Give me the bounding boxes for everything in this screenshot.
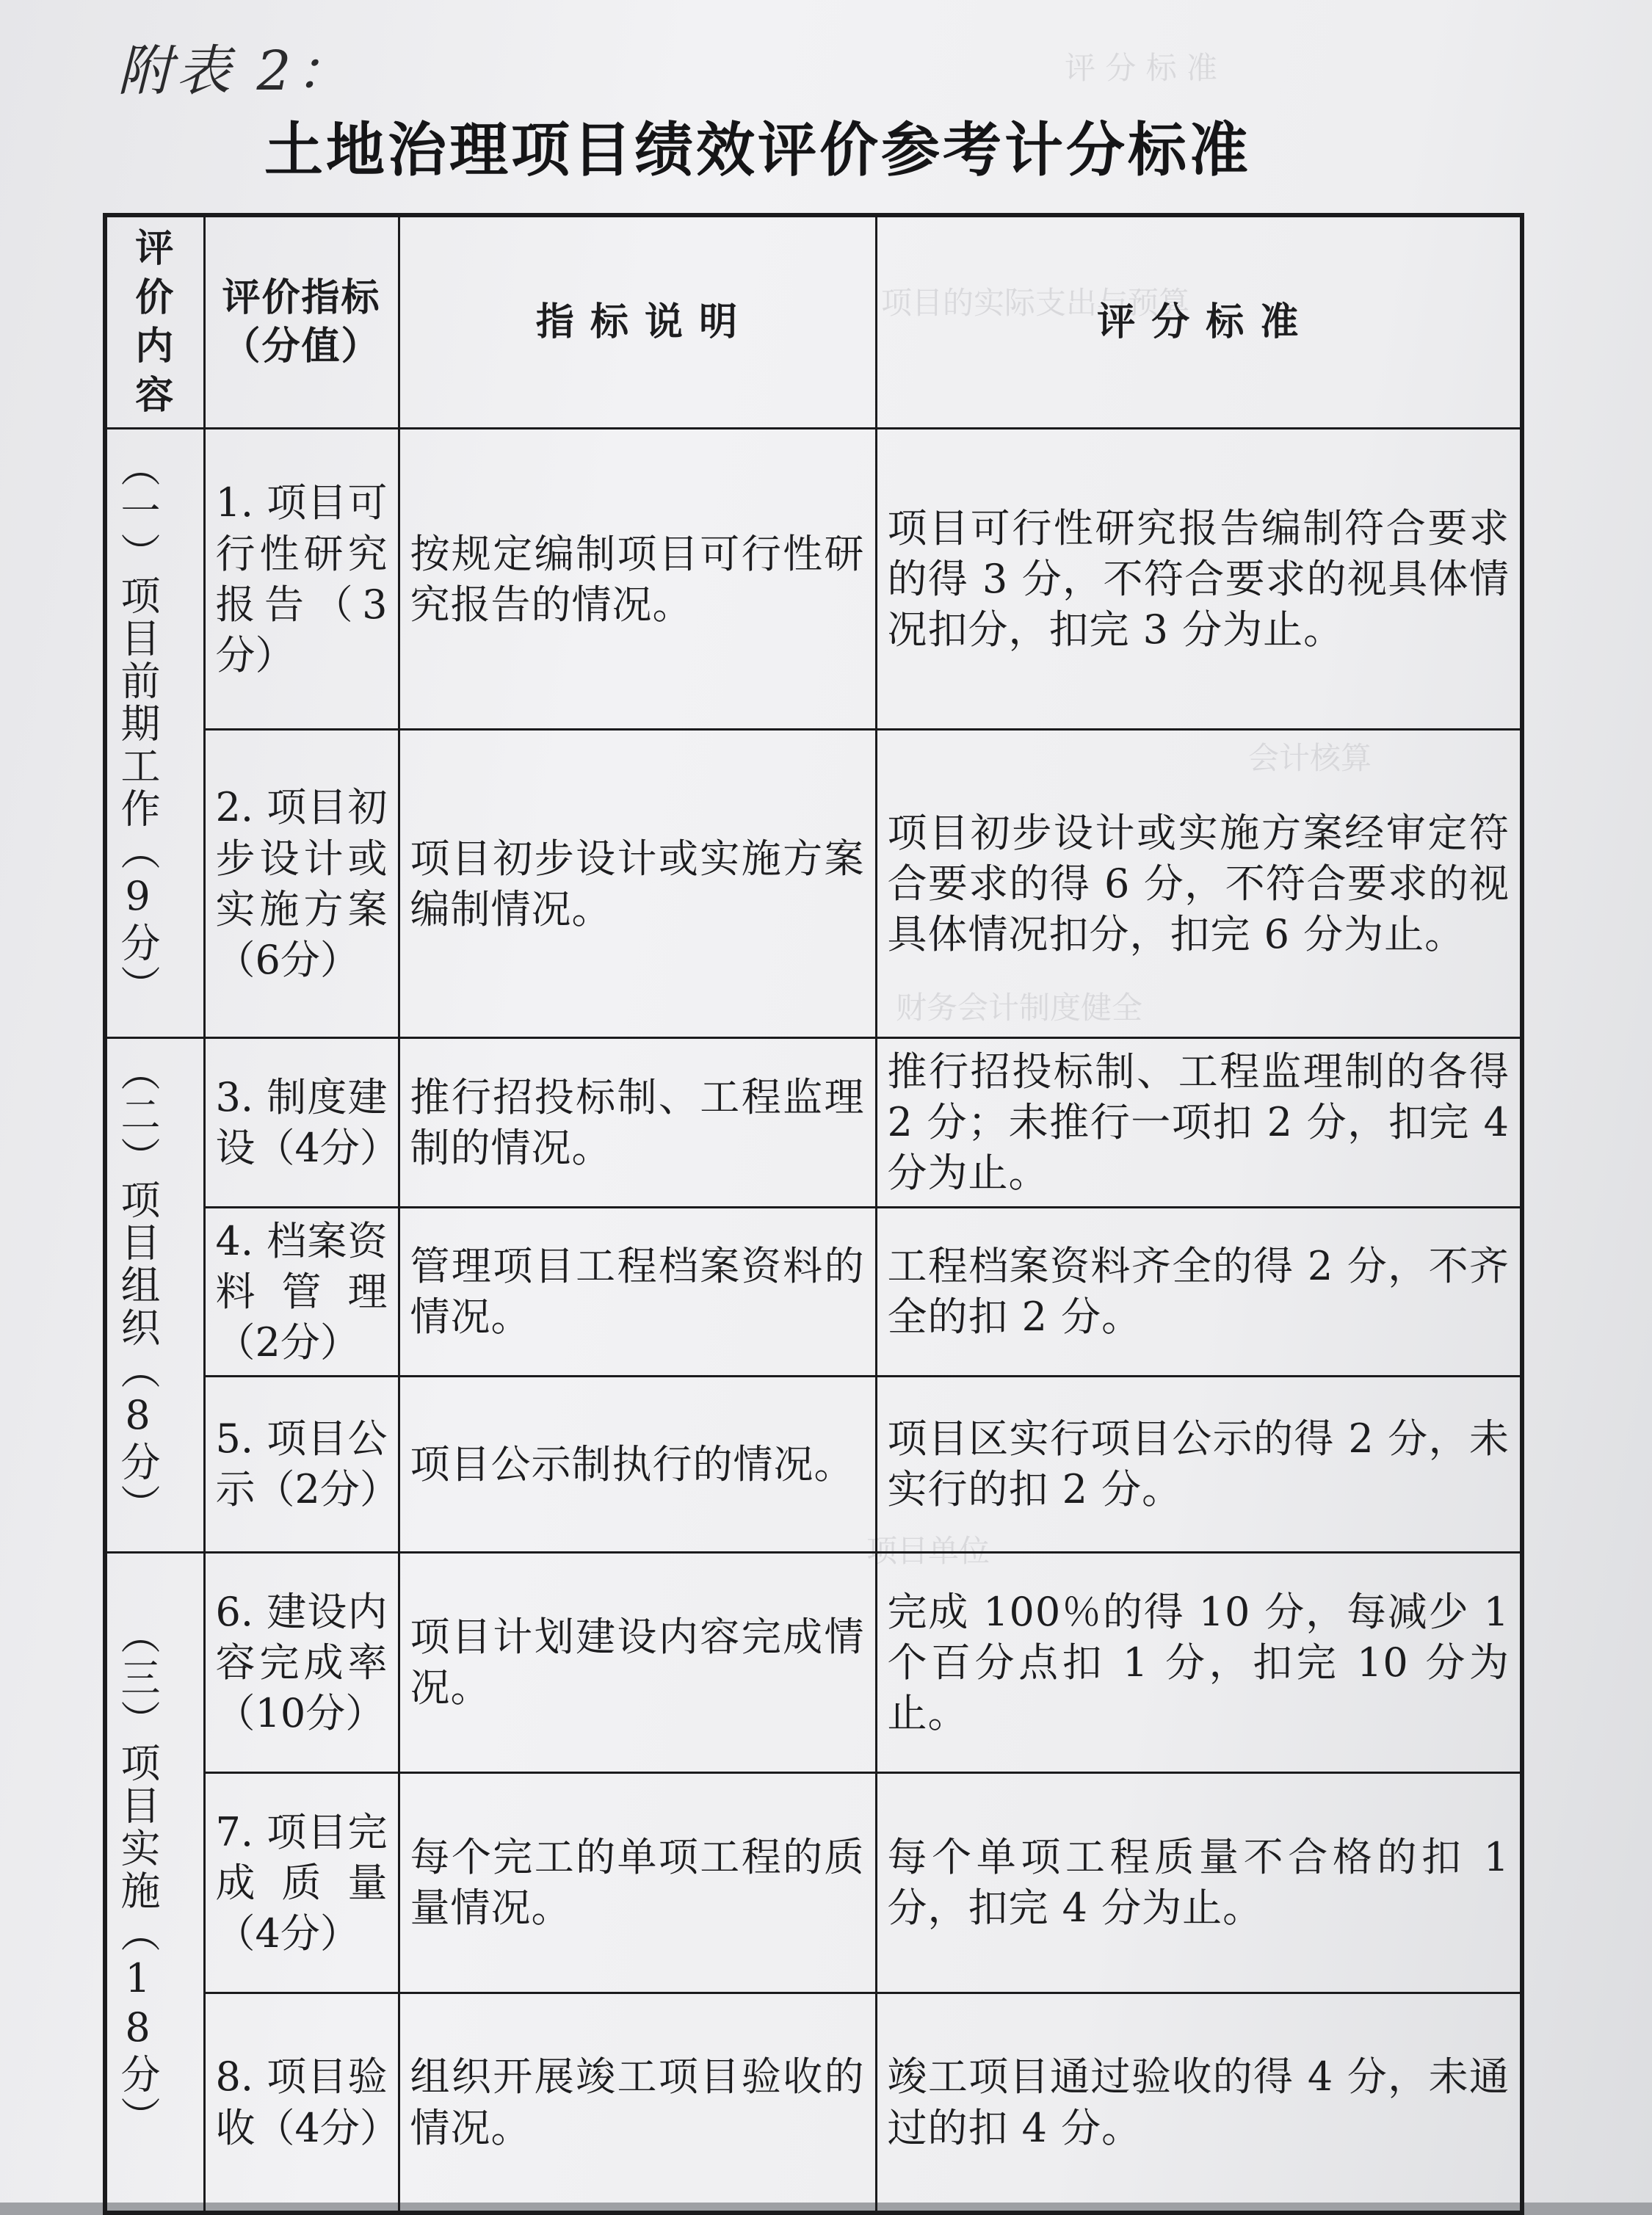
appendix-label: 附表 2： [117, 40, 355, 103]
table-row [105, 1038, 1522, 1207]
criteria-cell: 项目区实行项目公示的得 2 分，未实行的扣 2 分。 [876, 1376, 1522, 1552]
indicator-cell: 8. 项目验收（4分） [204, 1993, 399, 2213]
indicator-cell: 4. 档案资料管理（2分） [204, 1207, 399, 1376]
description-cell: 每个完工的单项工程的质量情况。 [399, 1772, 876, 1993]
criteria-cell: 项目可行性研究报告编制符合要求的得 3 分，不符合要求的视具体情况扣分，扣完 3 分为止。 [876, 429, 1522, 730]
header-scoring-criteria: 评 分 标 准 [876, 215, 1522, 429]
category-cell [105, 429, 204, 1038]
table-row [105, 1376, 1522, 1552]
indicator-cell: 5. 项目公示（2分） [204, 1376, 399, 1552]
criteria-cell: 项目初步设计或实施方案经审定符合要求的得 6 分，不符合要求的视具体情况扣分，扣完 6 分为止。 [876, 730, 1522, 1038]
header-evaluation-content: 评价内容 [105, 215, 204, 429]
table-row [105, 429, 1522, 730]
criteria-cell: 竣工项目通过验收的得 4 分，未通过的扣 4 分。 [876, 1993, 1522, 2213]
header-evaluation-indicator: 评价指标（分值） [204, 215, 399, 429]
category-cell [105, 1038, 204, 1553]
indicator-cell: 2. 项目初步设计或实施方案（6分） [204, 730, 399, 1038]
description-cell: 组织开展竣工项目验收的情况。 [399, 1993, 876, 2213]
category-cell [105, 1552, 204, 2213]
table-header-row [105, 215, 1522, 429]
description-cell: 项目公示制执行的情况。 [399, 1376, 876, 1552]
bleed-through-text: 会计核算 [1248, 740, 1372, 776]
indicator-cell: 3. 制度建设（4分） [204, 1038, 399, 1207]
scoring-criteria-table [103, 213, 1524, 2215]
header-indicator-description: 指 标 说 明 [399, 215, 876, 429]
table-row [105, 1772, 1522, 1993]
indicator-cell: 6. 建设内容完成率（10分） [204, 1552, 399, 1772]
table-row [105, 1552, 1522, 1772]
description-cell: 管理项目工程档案资料的情况。 [399, 1207, 876, 1376]
table-row [105, 730, 1522, 1038]
indicator-cell: 7. 项目完成质量（4分） [204, 1772, 399, 1993]
indicator-cell: 1. 项目可行性研究报告（3分） [204, 429, 399, 730]
criteria-cell: 完成 100％的得 10 分，每减少 1 个百分点扣 1 分，扣完 10 分为止。 [876, 1552, 1522, 1772]
table-row [105, 1993, 1522, 2213]
bleed-through-text: 项目的实际支出与预算 [881, 285, 1190, 321]
description-cell: 推行招投标制、工程监理制的情况。 [399, 1038, 876, 1207]
category-label: （三）项目实施（18分） [115, 1614, 161, 2139]
category-label: （一）项目前期工作（9分） [115, 447, 161, 1008]
category-label: （二）项目组织（8分） [115, 1051, 161, 1527]
description-cell: 项目初步设计或实施方案编制情况。 [399, 730, 876, 1038]
bleed-through-text: 评 分 标 准 [1065, 50, 1218, 86]
bleed-through-text: 财务会计制度健全 [896, 990, 1143, 1026]
table-row [105, 1207, 1522, 1376]
document-title: 土地治理项目绩效评价参考计分标准 [264, 116, 1251, 184]
description-cell: 按规定编制项目可行性研究报告的情况。 [399, 429, 876, 730]
criteria-cell: 推行招投标制、工程监理制的各得 2 分；未推行一项扣 2 分，扣完 4 分为止。 [876, 1038, 1522, 1207]
criteria-cell: 工程档案资料齐全的得 2 分，不齐全的扣 2 分。 [876, 1207, 1522, 1376]
description-cell: 项目计划建设内容完成情况。 [399, 1552, 876, 1772]
criteria-cell: 每个单项工程质量不合格的扣 1 分，扣完 4 分为止。 [876, 1772, 1522, 1993]
bleed-through-text: 项目单位 [866, 1533, 990, 1569]
